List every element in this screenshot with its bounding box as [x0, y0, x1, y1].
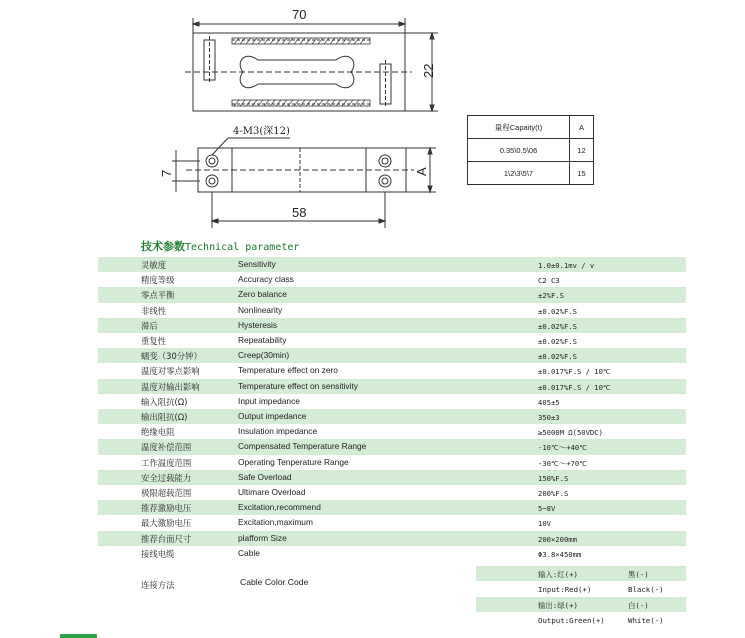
- param-row: [98, 470, 686, 485]
- param-cn: 温度对输出影响: [141, 381, 200, 392]
- param-en: Zero balance: [238, 289, 287, 300]
- param-cn: 灵敏度: [141, 260, 167, 270]
- param-cn: 极限超载范围: [141, 488, 192, 498]
- param-en: Safe Overload: [238, 471, 292, 482]
- param-row: [98, 348, 686, 363]
- capacity-label: 0.35\0.5\06: [468, 139, 570, 162]
- param-row: [98, 257, 686, 272]
- param-value: ±0.02%F.S: [538, 306, 577, 316]
- param-en: Repeatability: [238, 335, 287, 345]
- param-cn: 输出阻抗(Ω): [141, 412, 188, 422]
- params-title-cn: 技术参数: [141, 240, 185, 253]
- param-en: Excitation,maximum: [238, 517, 313, 528]
- params-title: [141, 238, 299, 254]
- capacity-header-label: 量程Capaity(t): [468, 116, 570, 139]
- param-cn: 精度等级: [141, 275, 175, 286]
- param-cn: 推荐台面尺寸: [141, 533, 192, 544]
- param-cn: 工作温度范围: [141, 457, 192, 468]
- param-en: Operating Tenperature Range: [238, 456, 349, 467]
- param-en: Insulation impedance: [238, 426, 318, 437]
- param-value: -10℃～+40℃: [538, 443, 588, 453]
- param-en: Temperature effect on zero: [238, 365, 338, 376]
- param-cn: 温度补偿范围: [141, 442, 192, 453]
- param-en: plafform Size: [238, 532, 287, 543]
- param-en: Output impedance: [238, 411, 307, 421]
- param-cn: 接线电缆: [141, 548, 175, 559]
- params-title-en: Technical parameter: [185, 242, 300, 253]
- param-row: [98, 409, 686, 424]
- param-row: [98, 531, 686, 546]
- connection-label-cn: 连接方法: [141, 580, 175, 590]
- param-value: ±0.017%F.S / 10℃: [538, 367, 611, 377]
- param-en: Accuracy class: [238, 274, 294, 285]
- param-en: Cable: [238, 547, 260, 558]
- param-row: [98, 333, 686, 348]
- dim-width-top: 70: [292, 7, 307, 22]
- param-row: [98, 272, 686, 287]
- connection-row: [476, 582, 686, 597]
- param-cn: 温度对零点影响: [141, 366, 200, 377]
- param-value: ±2%F.S: [538, 291, 564, 301]
- param-value: ±0.02%F.S: [538, 352, 577, 362]
- param-cn: 零点平衡: [141, 290, 175, 301]
- param-value: -30℃～+70℃: [538, 458, 588, 468]
- capacity-code: 12: [570, 139, 594, 162]
- param-row: [98, 424, 686, 439]
- param-row: [98, 515, 686, 530]
- connection-label-en: Cable Color Code: [240, 577, 309, 587]
- connection-b: 黑(-): [628, 570, 649, 579]
- param-row: [98, 363, 686, 378]
- footer-accent-bar: [60, 634, 97, 638]
- param-cn: 绝缘电阻: [141, 427, 175, 438]
- param-value: ±0.017%F.S / 10℃: [538, 382, 611, 392]
- hole-note: 4-M3(深12): [233, 126, 290, 137]
- capacity-table-header: [468, 116, 594, 139]
- connection-a: Input:Red(+): [538, 585, 592, 594]
- param-row: [98, 439, 686, 454]
- param-value: ±0.02%F.S: [538, 337, 577, 346]
- connection-row: [476, 613, 686, 628]
- capacity-table: [467, 115, 594, 185]
- param-row: [98, 318, 686, 333]
- param-value: 1.0±0.1mv / v: [538, 261, 595, 270]
- param-value: ±0.02%F.S: [538, 321, 577, 331]
- param-row: [98, 485, 686, 500]
- capacity-table-row: [468, 139, 594, 162]
- connection-row: [476, 597, 686, 612]
- param-en: Input impedance: [238, 395, 300, 406]
- param-row: [98, 379, 686, 394]
- param-cn: 最大激励电压: [141, 518, 192, 529]
- param-row: [98, 303, 686, 318]
- param-cn: 推荐激励电压: [141, 503, 192, 514]
- connection-row: [476, 566, 686, 581]
- param-value: Φ3.8×450mm: [538, 549, 582, 559]
- capacity-header-code: A: [570, 116, 594, 139]
- param-cn: 输入阻抗(Ω): [141, 396, 188, 407]
- param-value: 5~8V: [538, 504, 556, 514]
- capacity-label: 1\2\3\5\7: [468, 162, 570, 185]
- param-value: ≥5000M Ω(50VDC): [538, 428, 603, 438]
- capacity-code: 15: [570, 162, 594, 185]
- connection-a: 输出:绿(+): [538, 601, 578, 610]
- dim-right: A: [414, 167, 429, 176]
- param-cn: 滞后: [141, 320, 158, 331]
- param-value: 150%F.S: [538, 473, 569, 483]
- capacity-table-row: [468, 162, 594, 185]
- top-view: [185, 18, 438, 111]
- param-cn: 非线性: [141, 305, 167, 316]
- param-en: Excitation,recommend: [238, 502, 321, 513]
- param-en: Creep(30min): [238, 350, 290, 361]
- param-value: 200%F.S: [538, 489, 569, 498]
- param-en: Ultimare Overload: [238, 487, 306, 497]
- param-en: Hysteresis: [238, 319, 278, 330]
- param-row: [98, 287, 686, 302]
- param-value: 350±3: [538, 413, 560, 422]
- param-value: C2 C3: [538, 276, 560, 286]
- dim-width-bottom: 58: [292, 205, 307, 220]
- param-cn: 安全过载能力: [141, 472, 192, 483]
- connection-a: 输入:红(+): [538, 570, 578, 579]
- connection-b: Black(-): [628, 585, 664, 594]
- param-en: Sensitivity: [238, 259, 276, 269]
- param-row: [98, 394, 686, 409]
- param-row: [98, 455, 686, 470]
- param-value: 405±5: [538, 397, 560, 407]
- connection-a: Output:Green(+): [538, 616, 605, 625]
- param-en: Nonlinearity: [238, 304, 283, 315]
- connection-b: 白(-): [628, 601, 649, 610]
- dim-left: 7: [159, 169, 174, 177]
- param-cn: 蠕变（30分钟）: [141, 351, 202, 362]
- connection-b: White(-): [628, 616, 664, 625]
- param-row: [98, 546, 686, 561]
- dim-height-right: 22: [421, 63, 436, 78]
- param-en: Temperature effect on sensitivity: [238, 380, 358, 391]
- param-value: 200×200mm: [538, 534, 577, 544]
- param-cn: 重复性: [141, 336, 167, 346]
- param-value: 10V: [538, 519, 551, 529]
- technical-drawing: [0, 0, 745, 240]
- param-row: [98, 500, 686, 515]
- param-en: Compensated Temperature Range: [238, 441, 367, 452]
